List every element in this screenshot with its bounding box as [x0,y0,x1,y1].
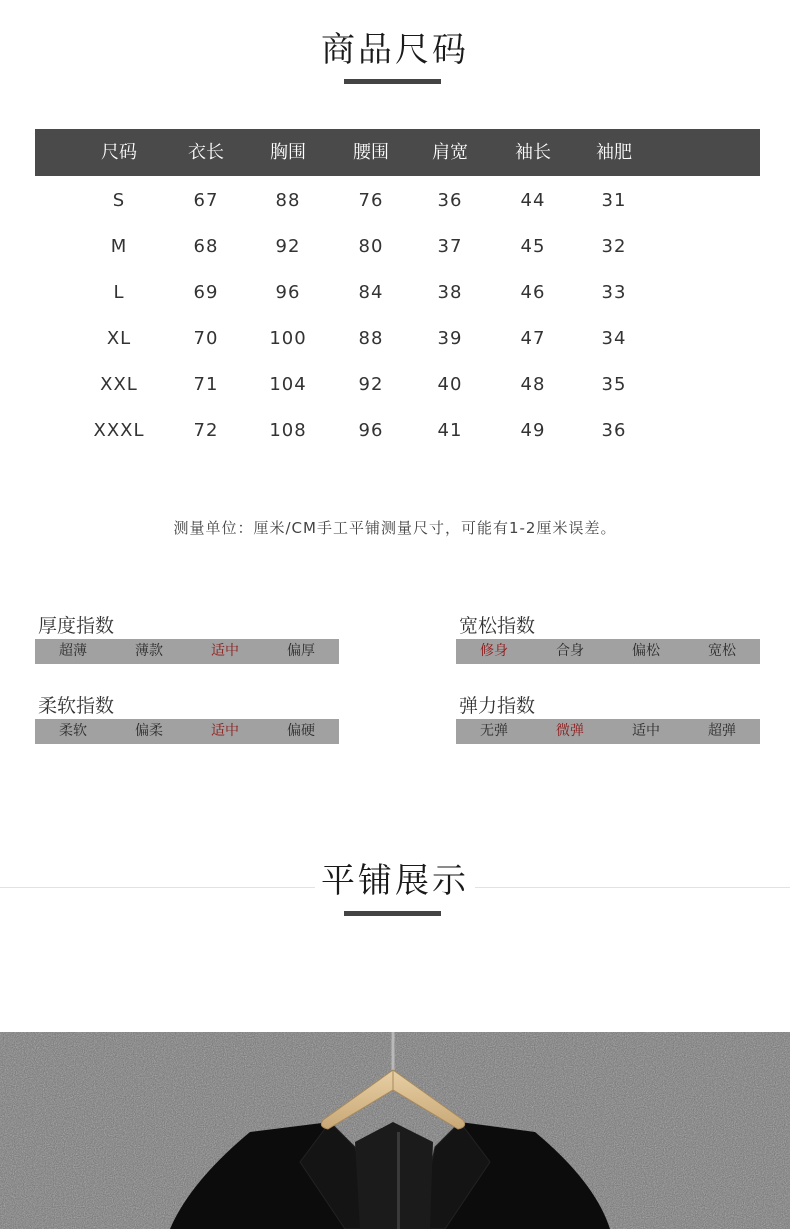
fit-option: 宽松 [708,643,736,659]
size-table-header-cell: 胸围 [270,142,306,163]
display-section-title-text: 平铺展示 [315,861,475,901]
fit-index [456,613,760,664]
size-table-row [35,222,760,268]
size-table-cell: 84 [358,282,384,303]
size-table-cell: 80 [358,236,384,257]
size-table-cell: 38 [437,282,463,303]
size-table-cell: 36 [601,420,627,441]
size-table-row [35,314,760,360]
elasticity-option: 超弹 [708,723,736,739]
product-photo [0,1032,790,1229]
size-table-cell: 31 [601,190,627,211]
elasticity-option: 无弹 [480,723,508,739]
size-table-cell: 37 [437,236,463,257]
size-table-cell: 76 [358,190,384,211]
elasticity-option: 适中 [632,723,660,739]
size-table-cell: 68 [193,236,219,257]
size-table-cell: 46 [520,282,546,303]
size-table-row [35,268,760,314]
display-section-title [0,853,790,902]
softness-index-bar [35,719,339,744]
elasticity-index-title: 弹力指数 [459,695,536,717]
fit-option-selected: 修身 [480,643,508,659]
size-table-cell: 72 [193,420,219,441]
size-table-cell: 47 [520,328,546,349]
size-table-cell: 88 [358,328,384,349]
size-table-cell: 92 [275,236,301,257]
size-table-cell: 108 [269,420,307,441]
size-table-cell: 36 [437,190,463,211]
size-table-cell: 69 [193,282,219,303]
size-table-body [35,176,760,452]
softness-option: 柔软 [59,723,87,739]
size-table-cell: 48 [520,374,546,395]
thickness-option: 薄款 [135,643,163,659]
size-table-cell: 96 [275,282,301,303]
size-table-cell: 92 [358,374,384,395]
size-table-cell: L [113,282,125,303]
fit-option: 偏松 [632,643,660,659]
elasticity-index [456,693,760,744]
softness-index [35,693,339,744]
size-table-cell: 104 [269,374,307,395]
thickness-option: 偏厚 [287,643,315,659]
size-table-cell: 40 [437,374,463,395]
size-table-header-cell: 尺码 [101,142,137,163]
size-table-cell: 96 [358,420,384,441]
thickness-option: 超薄 [59,643,87,659]
thickness-index [35,613,339,664]
size-title-underline [344,79,441,84]
size-table-cell: 39 [437,328,463,349]
elasticity-option-selected: 微弹 [556,723,584,739]
size-table-cell: XXXL [93,420,145,441]
thickness-option-selected: 适中 [211,643,239,659]
size-table-cell: 88 [275,190,301,211]
size-table-cell: M [110,236,128,257]
size-table-cell: 67 [193,190,219,211]
jacket-on-hanger-image [0,1032,790,1229]
size-table-cell: XXL [100,374,138,395]
size-table-header-cell: 衣长 [188,142,224,163]
thickness-index-bar [35,639,339,664]
elasticity-index-bar [456,719,760,744]
size-table-cell: 44 [520,190,546,211]
size-table-cell: 71 [193,374,219,395]
size-table-header-cell: 肩宽 [432,142,468,163]
size-table-cell: XL [106,328,132,349]
size-table-cell: 70 [193,328,219,349]
size-table-cell: S [112,190,126,211]
size-table-header [35,129,760,176]
size-table-cell: 33 [601,282,627,303]
size-table-cell: 32 [601,236,627,257]
size-table-row [35,406,760,452]
size-table-cell: 35 [601,374,627,395]
size-table-cell: 34 [601,328,627,349]
size-table-header-cell: 袖肥 [596,142,632,163]
size-table-header-cell: 腰围 [353,142,389,163]
display-title-underline [344,911,441,916]
softness-option: 偏柔 [135,723,163,739]
softness-option-selected: 适中 [211,723,239,739]
measurement-note: 测量单位：厘米/CM手工平铺测量尺寸，可能有1-2厘米误差。 [173,519,617,537]
size-table-cell: 41 [437,420,463,441]
size-table-cell: 49 [520,420,546,441]
size-table-row [35,360,760,406]
fit-index-bar [456,639,760,664]
size-section-title: 商品尺码 [321,30,469,70]
size-table [35,129,760,452]
size-table-header-cell: 袖长 [515,142,551,163]
fit-index-title: 宽松指数 [459,615,536,637]
size-table-cell: 100 [269,328,307,349]
fit-option: 合身 [556,643,584,659]
size-table-cell: 45 [520,236,546,257]
size-table-row [35,176,760,222]
softness-index-title: 柔软指数 [38,695,115,717]
thickness-index-title: 厚度指数 [38,615,115,637]
softness-option: 偏硬 [287,723,315,739]
